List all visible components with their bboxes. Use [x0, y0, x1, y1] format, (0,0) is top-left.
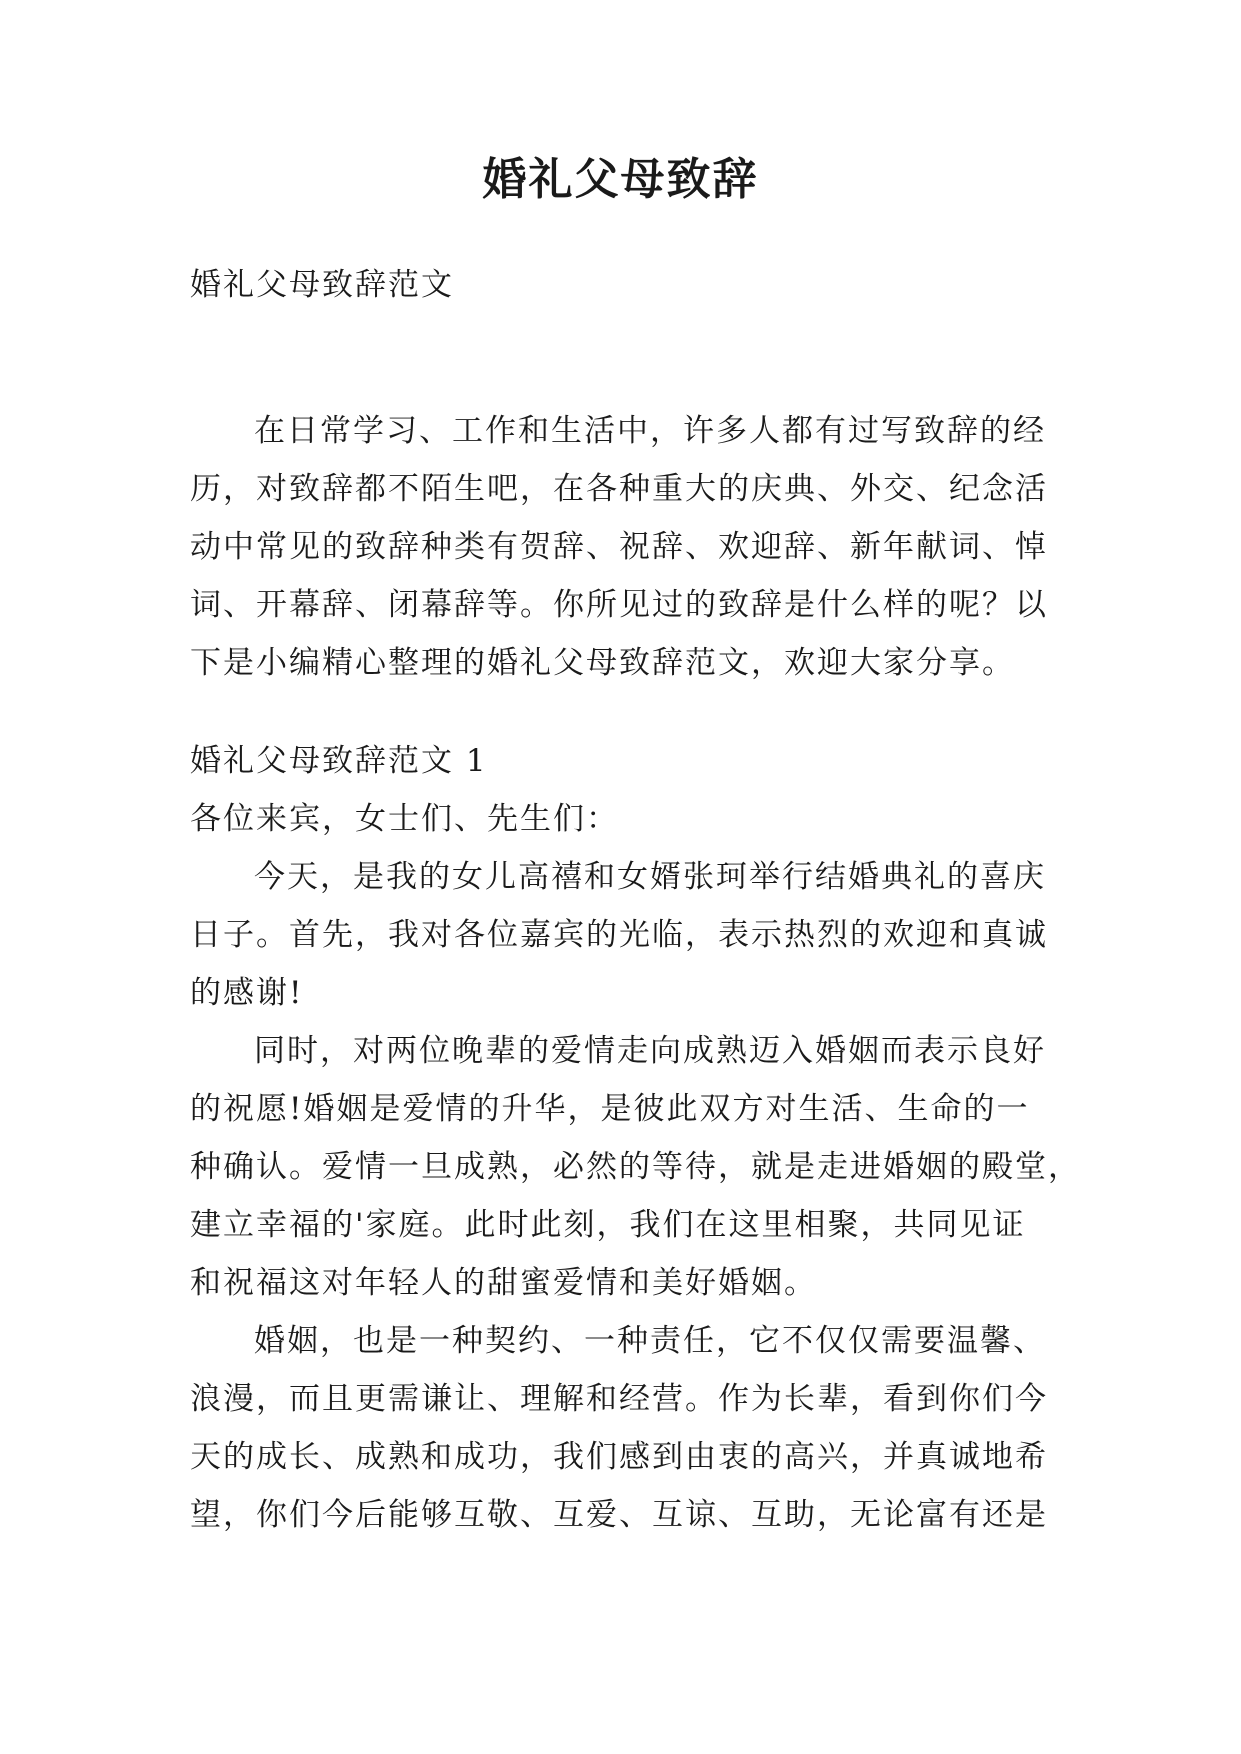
paragraph-line: 的祝愿!婚姻是爱情的升华，是彼此双方对生活、生命的一 — [190, 1091, 1030, 1127]
paragraph-line: 日子。首先，我对各位嘉宾的光临，表示热烈的欢迎和真诚 — [190, 917, 1048, 953]
paragraph-line: 在日常学习、工作和生活中，许多人都有过写致辞的经 — [254, 413, 1046, 449]
section-heading: 婚礼父母致辞范文 1 — [190, 743, 488, 779]
salutation: 各位来宾，女士们、先生们： — [190, 801, 619, 837]
paragraph-line: 的感谢! — [190, 975, 304, 1011]
paragraph-3 — [190, 1312, 1060, 1544]
paragraph-line: 同时，对两位晚辈的爱情走向成熟迈入婚姻而表示良好 — [254, 1033, 1046, 1069]
paragraph-line: 和祝福这对年轻人的甜蜜爱情和美好婚姻。 — [190, 1265, 817, 1301]
paragraph-2 — [190, 1022, 1081, 1312]
document-title: 婚礼父母致辞 — [482, 154, 759, 205]
subtitle: 婚礼父母致辞范文 — [190, 267, 454, 303]
paragraph-line: 种确认。爱情一旦成熟，必然的等待，就是走进婚姻的殿堂， — [190, 1149, 1081, 1185]
intro-paragraph — [190, 402, 1060, 692]
paragraph-line: 望，你们今后能够互敬、互爱、互谅、互助，无论富有还是 — [190, 1497, 1048, 1533]
paragraph-line: 婚姻，也是一种契约、一种责任，它不仅仅需要温馨、 — [254, 1323, 1046, 1359]
paragraph-line: 下是小编精心整理的婚礼父母致辞范文，欢迎大家分享。 — [190, 645, 1015, 681]
paragraph-line: 今天，是我的女儿高禧和女婿张珂举行结婚典礼的喜庆 — [254, 859, 1046, 895]
paragraph-line: 词、开幕辞、闭幕辞等。你所见过的致辞是什么样的呢？以 — [190, 587, 1048, 623]
spacer — [190, 692, 1060, 732]
spacer — [190, 314, 1060, 402]
paragraph-line: 动中常见的致辞种类有贺辞、祝辞、欢迎辞、新年献词、悼 — [190, 529, 1048, 565]
paragraph-line: 天的成长、成熟和成功，我们感到由衷的高兴，并真诚地希 — [190, 1439, 1048, 1475]
paragraph-1 — [190, 848, 1060, 1022]
paragraph-line: 历，对致辞都不陌生吧，在各种重大的庆典、外交、纪念活 — [190, 471, 1048, 507]
paragraph-line: 建立幸福的'家庭。此时此刻，我们在这里相聚，共同见证 — [190, 1207, 1026, 1243]
document-body — [190, 256, 1081, 1544]
paragraph-line: 浪漫，而且更需谦让、理解和经营。作为长辈，看到你们今 — [190, 1381, 1048, 1417]
